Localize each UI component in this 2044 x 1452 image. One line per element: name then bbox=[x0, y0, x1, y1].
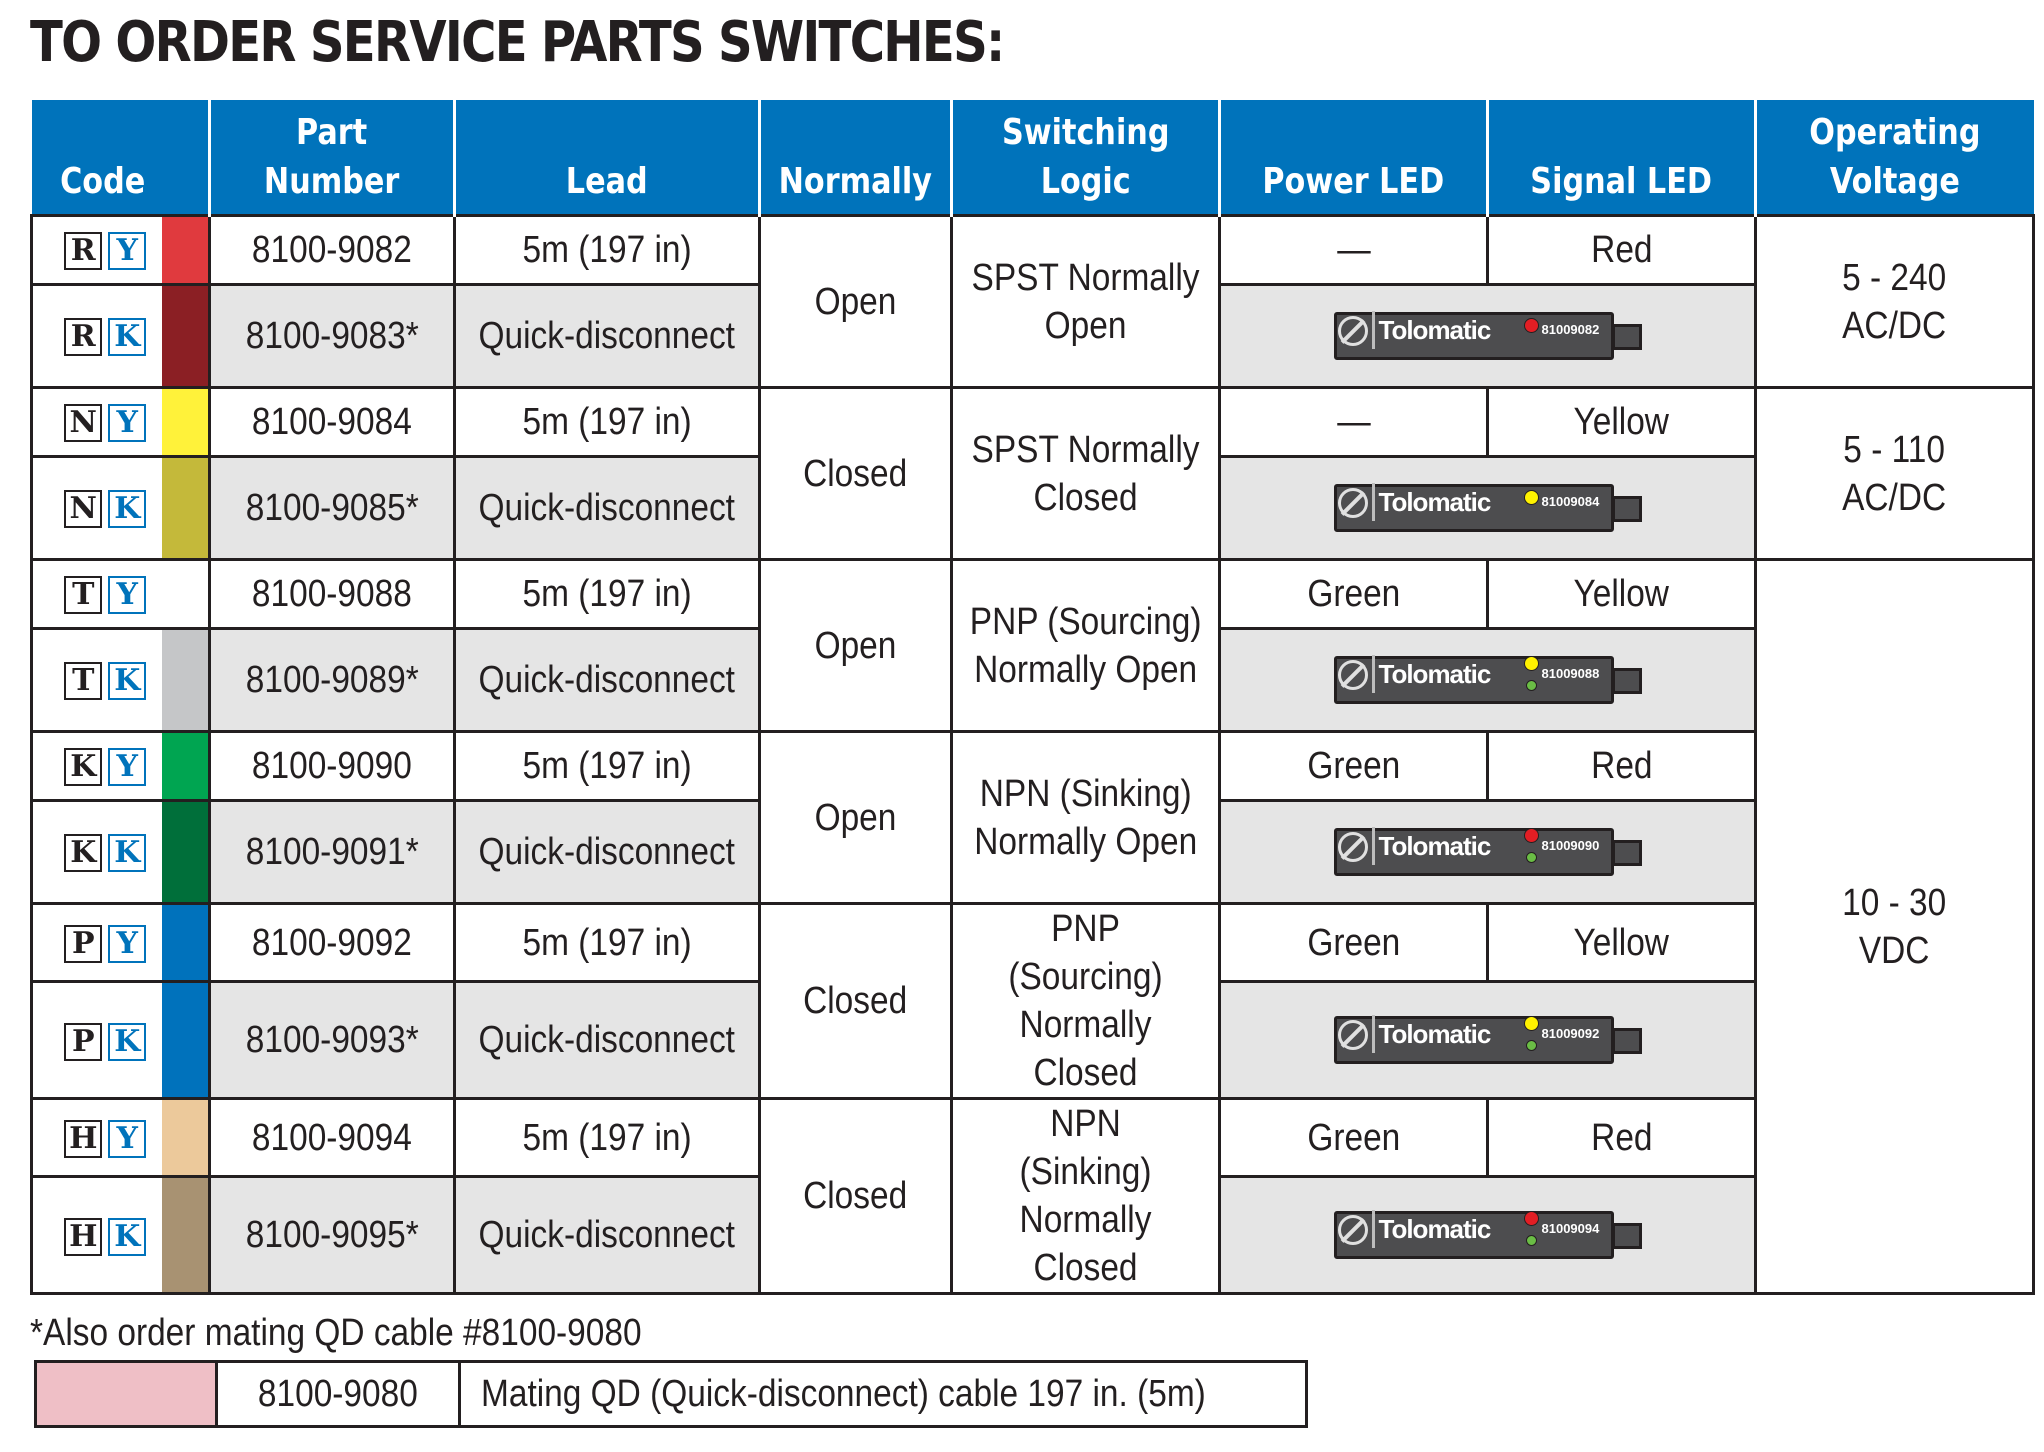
sensor-model-number: 81009088 bbox=[1541, 666, 1600, 681]
power-led-icon bbox=[1526, 852, 1537, 863]
sensor-switch-image bbox=[1334, 306, 1642, 366]
operating-voltage: 10 - 30 VDC bbox=[1756, 560, 2034, 1294]
part-number: 8100-9083* bbox=[210, 285, 455, 388]
color-swatch bbox=[162, 904, 210, 982]
table-row bbox=[32, 560, 2034, 629]
sensor-switch-image bbox=[1334, 1205, 1642, 1265]
sensor-bracket bbox=[1372, 483, 1375, 521]
sensor-cable-stub bbox=[1612, 324, 1642, 350]
color-swatch bbox=[162, 1177, 210, 1294]
part-number: 8100-9085* bbox=[210, 457, 455, 560]
code-letter-lead: K bbox=[108, 490, 146, 528]
color-swatch bbox=[162, 1099, 210, 1177]
signal-led: Red bbox=[1488, 216, 1756, 285]
code-letter-lead: K bbox=[108, 1218, 146, 1256]
switching-logic: PNP (Sourcing) Normally Closed bbox=[952, 904, 1220, 1099]
signal-led-icon bbox=[1524, 656, 1539, 671]
sensor-cable-stub bbox=[1612, 840, 1642, 866]
code-letter-type: T bbox=[64, 662, 102, 700]
code-cell bbox=[32, 1177, 162, 1294]
code-cell bbox=[32, 904, 162, 982]
sensor-image-cell bbox=[1220, 801, 1756, 904]
signal-led: Yellow bbox=[1488, 560, 1756, 629]
code-cell bbox=[32, 801, 162, 904]
code-letter-lead: Y bbox=[108, 232, 146, 270]
sensor-cable-stub bbox=[1612, 1223, 1642, 1249]
cable-part-number: 8100-9080 bbox=[217, 1362, 460, 1427]
sensor-brand: Tolomatic bbox=[1378, 315, 1491, 345]
signal-led: Red bbox=[1488, 1099, 1756, 1177]
power-led: Green bbox=[1220, 1099, 1488, 1177]
code-letter-type: P bbox=[64, 1023, 102, 1061]
color-swatch bbox=[162, 388, 210, 457]
sensor-brand: Tolomatic bbox=[1378, 831, 1491, 861]
sensor-cable-stub bbox=[1612, 496, 1642, 522]
code-letter-type: P bbox=[64, 925, 102, 963]
part-number: 8100-9091* bbox=[210, 801, 455, 904]
code-letter-lead: Y bbox=[108, 404, 146, 442]
color-swatch bbox=[162, 732, 210, 801]
code-cell bbox=[32, 982, 162, 1099]
cable-color-swatch bbox=[36, 1362, 217, 1427]
signal-led: Yellow bbox=[1488, 904, 1756, 982]
code-letter-type: R bbox=[64, 318, 102, 356]
code-letter-type: R bbox=[64, 232, 102, 270]
signal-led-icon bbox=[1524, 1016, 1539, 1031]
color-swatch bbox=[162, 457, 210, 560]
screw-icon bbox=[1338, 1215, 1368, 1245]
operating-voltage: 5 - 110 AC/DC bbox=[1756, 388, 2034, 560]
code-cell bbox=[32, 285, 162, 388]
code-cell bbox=[32, 457, 162, 560]
header-operating-voltage: Operating Voltage bbox=[1756, 100, 2034, 216]
signal-led: Yellow bbox=[1488, 388, 1756, 457]
cable-row bbox=[36, 1362, 1307, 1427]
page-title: TO ORDER SERVICE PARTS SWITCHES: bbox=[30, 10, 1004, 75]
code-letter-type: H bbox=[64, 1218, 102, 1256]
sensor-brand: Tolomatic bbox=[1378, 1019, 1491, 1050]
power-led: — bbox=[1220, 388, 1488, 457]
table-row bbox=[32, 904, 2034, 982]
sensor-switch-image bbox=[1334, 822, 1642, 882]
sensor-brand: Tolomatic bbox=[1378, 1214, 1491, 1245]
header-normally: Normally bbox=[760, 100, 952, 216]
sensor-image-cell bbox=[1220, 285, 1756, 388]
qd-cable-footnote: *Also order mating QD cable #8100-9080 bbox=[30, 1312, 642, 1354]
sensor-switch-image bbox=[1334, 1010, 1642, 1070]
switches-table bbox=[30, 100, 2035, 1295]
power-led-icon bbox=[1526, 1235, 1537, 1246]
signal-led: Red bbox=[1488, 732, 1756, 801]
switching-logic: NPN (Sinking) Normally Open bbox=[952, 732, 1220, 904]
part-number: 8100-9094 bbox=[210, 1099, 455, 1177]
screw-icon bbox=[1338, 488, 1368, 518]
table-row bbox=[32, 1099, 2034, 1177]
code-letter-lead: Y bbox=[108, 576, 146, 614]
sensor-switch-image bbox=[1334, 478, 1642, 538]
code-letter-type: T bbox=[64, 576, 102, 614]
switching-logic: SPST Normally Closed bbox=[952, 388, 1220, 560]
part-number: 8100-9089* bbox=[210, 629, 455, 732]
color-swatch bbox=[162, 216, 210, 285]
sensor-bracket bbox=[1372, 311, 1375, 349]
screw-icon bbox=[1338, 832, 1368, 862]
part-number: 8100-9082 bbox=[210, 216, 455, 285]
lead-type: Quick-disconnect bbox=[455, 457, 760, 560]
power-led: Green bbox=[1220, 560, 1488, 629]
normally-state: Closed bbox=[760, 1099, 952, 1294]
sensor-image-cell bbox=[1220, 457, 1756, 560]
code-letter-lead: Y bbox=[108, 748, 146, 786]
code-letter-lead: Y bbox=[108, 925, 146, 963]
sensor-switch-image bbox=[1334, 650, 1642, 710]
signal-led-icon bbox=[1524, 490, 1539, 505]
sensor-model-number: 81009090 bbox=[1541, 838, 1600, 853]
part-number: 8100-9095* bbox=[210, 1177, 455, 1294]
sensor-model-number: 81009084 bbox=[1541, 494, 1600, 509]
sensor-image-cell bbox=[1220, 629, 1756, 732]
lead-type: Quick-disconnect bbox=[455, 801, 760, 904]
lead-type: 5m (197 in) bbox=[455, 904, 760, 982]
normally-state: Closed bbox=[760, 904, 952, 1099]
header-power-led: Power LED bbox=[1220, 100, 1488, 216]
table-row bbox=[32, 732, 2034, 801]
color-swatch bbox=[162, 801, 210, 904]
part-number: 8100-9090 bbox=[210, 732, 455, 801]
cable-description: Mating QD (Quick-disconnect) cable 197 in. (5m) bbox=[460, 1362, 1307, 1427]
switching-logic: NPN (Sinking) Normally Closed bbox=[952, 1099, 1220, 1294]
color-swatch bbox=[162, 629, 210, 732]
sensor-cable-stub bbox=[1612, 668, 1642, 694]
normally-state: Closed bbox=[760, 388, 952, 560]
code-letter-lead: K bbox=[108, 834, 146, 872]
screw-icon bbox=[1338, 660, 1368, 690]
signal-led-icon bbox=[1524, 318, 1539, 333]
header-switching-logic: Switching Logic bbox=[952, 100, 1220, 216]
lead-type: 5m (197 in) bbox=[455, 560, 760, 629]
code-cell bbox=[32, 388, 162, 457]
sensor-model-number: 81009082 bbox=[1541, 322, 1600, 337]
sensor-brand: Tolomatic bbox=[1378, 487, 1491, 517]
sensor-bracket bbox=[1372, 1210, 1375, 1248]
header-code: Code bbox=[32, 100, 210, 216]
switching-logic: PNP (Sourcing) Normally Open bbox=[952, 560, 1220, 732]
power-led: — bbox=[1220, 216, 1488, 285]
header-row bbox=[32, 100, 2034, 216]
switching-logic: SPST Normally Open bbox=[952, 216, 1220, 388]
sensor-model-number: 81009092 bbox=[1541, 1026, 1600, 1042]
code-cell bbox=[32, 216, 162, 285]
lead-type: 5m (197 in) bbox=[455, 216, 760, 285]
table-row bbox=[32, 388, 2034, 457]
power-led-icon bbox=[1526, 1040, 1537, 1051]
code-cell bbox=[32, 560, 162, 629]
code-letter-lead: K bbox=[108, 1023, 146, 1061]
normally-state: Open bbox=[760, 216, 952, 388]
code-letter-lead: K bbox=[108, 318, 146, 356]
code-letter-lead: Y bbox=[108, 1120, 146, 1158]
sensor-cable-stub bbox=[1612, 1028, 1642, 1054]
screw-icon bbox=[1338, 1020, 1368, 1050]
lead-type: Quick-disconnect bbox=[455, 1177, 760, 1294]
normally-state: Open bbox=[760, 732, 952, 904]
part-number: 8100-9092 bbox=[210, 904, 455, 982]
screw-icon bbox=[1338, 316, 1368, 346]
lead-type: 5m (197 in) bbox=[455, 388, 760, 457]
lead-type: 5m (197 in) bbox=[455, 1099, 760, 1177]
lead-type: Quick-disconnect bbox=[455, 285, 760, 388]
sensor-model-number: 81009094 bbox=[1541, 1221, 1600, 1237]
signal-led-icon bbox=[1524, 828, 1539, 843]
lead-type: Quick-disconnect bbox=[455, 982, 760, 1099]
header-signal-led: Signal LED bbox=[1488, 100, 1756, 216]
sensor-bracket bbox=[1372, 1015, 1375, 1053]
sensor-bracket bbox=[1372, 655, 1375, 693]
lead-type: Quick-disconnect bbox=[455, 629, 760, 732]
power-led: Green bbox=[1220, 904, 1488, 982]
cable-table bbox=[34, 1360, 1308, 1428]
code-cell bbox=[32, 629, 162, 732]
power-led-icon bbox=[1526, 680, 1537, 691]
header-lead: Lead bbox=[455, 100, 760, 216]
code-letter-type: N bbox=[64, 490, 102, 528]
sensor-brand: Tolomatic bbox=[1378, 659, 1491, 689]
part-number: 8100-9093* bbox=[210, 982, 455, 1099]
header-part-number: Part Number bbox=[210, 100, 455, 216]
color-swatch bbox=[162, 560, 210, 629]
color-swatch bbox=[162, 982, 210, 1099]
code-cell bbox=[32, 732, 162, 801]
code-letter-type: N bbox=[64, 404, 102, 442]
code-letter-type: H bbox=[64, 1120, 102, 1158]
normally-state: Open bbox=[760, 560, 952, 732]
sensor-image-cell bbox=[1220, 982, 1756, 1099]
color-swatch bbox=[162, 285, 210, 388]
code-letter-type: K bbox=[64, 748, 102, 786]
part-number: 8100-9088 bbox=[210, 560, 455, 629]
signal-led-icon bbox=[1524, 1211, 1539, 1226]
lead-type: 5m (197 in) bbox=[455, 732, 760, 801]
code-letter-type: K bbox=[64, 834, 102, 872]
table-row bbox=[32, 216, 2034, 285]
sensor-bracket bbox=[1372, 827, 1375, 865]
power-led: Green bbox=[1220, 732, 1488, 801]
code-letter-lead: K bbox=[108, 662, 146, 700]
operating-voltage: 5 - 240 AC/DC bbox=[1756, 216, 2034, 388]
sensor-image-cell bbox=[1220, 1177, 1756, 1294]
part-number: 8100-9084 bbox=[210, 388, 455, 457]
code-cell bbox=[32, 1099, 162, 1177]
